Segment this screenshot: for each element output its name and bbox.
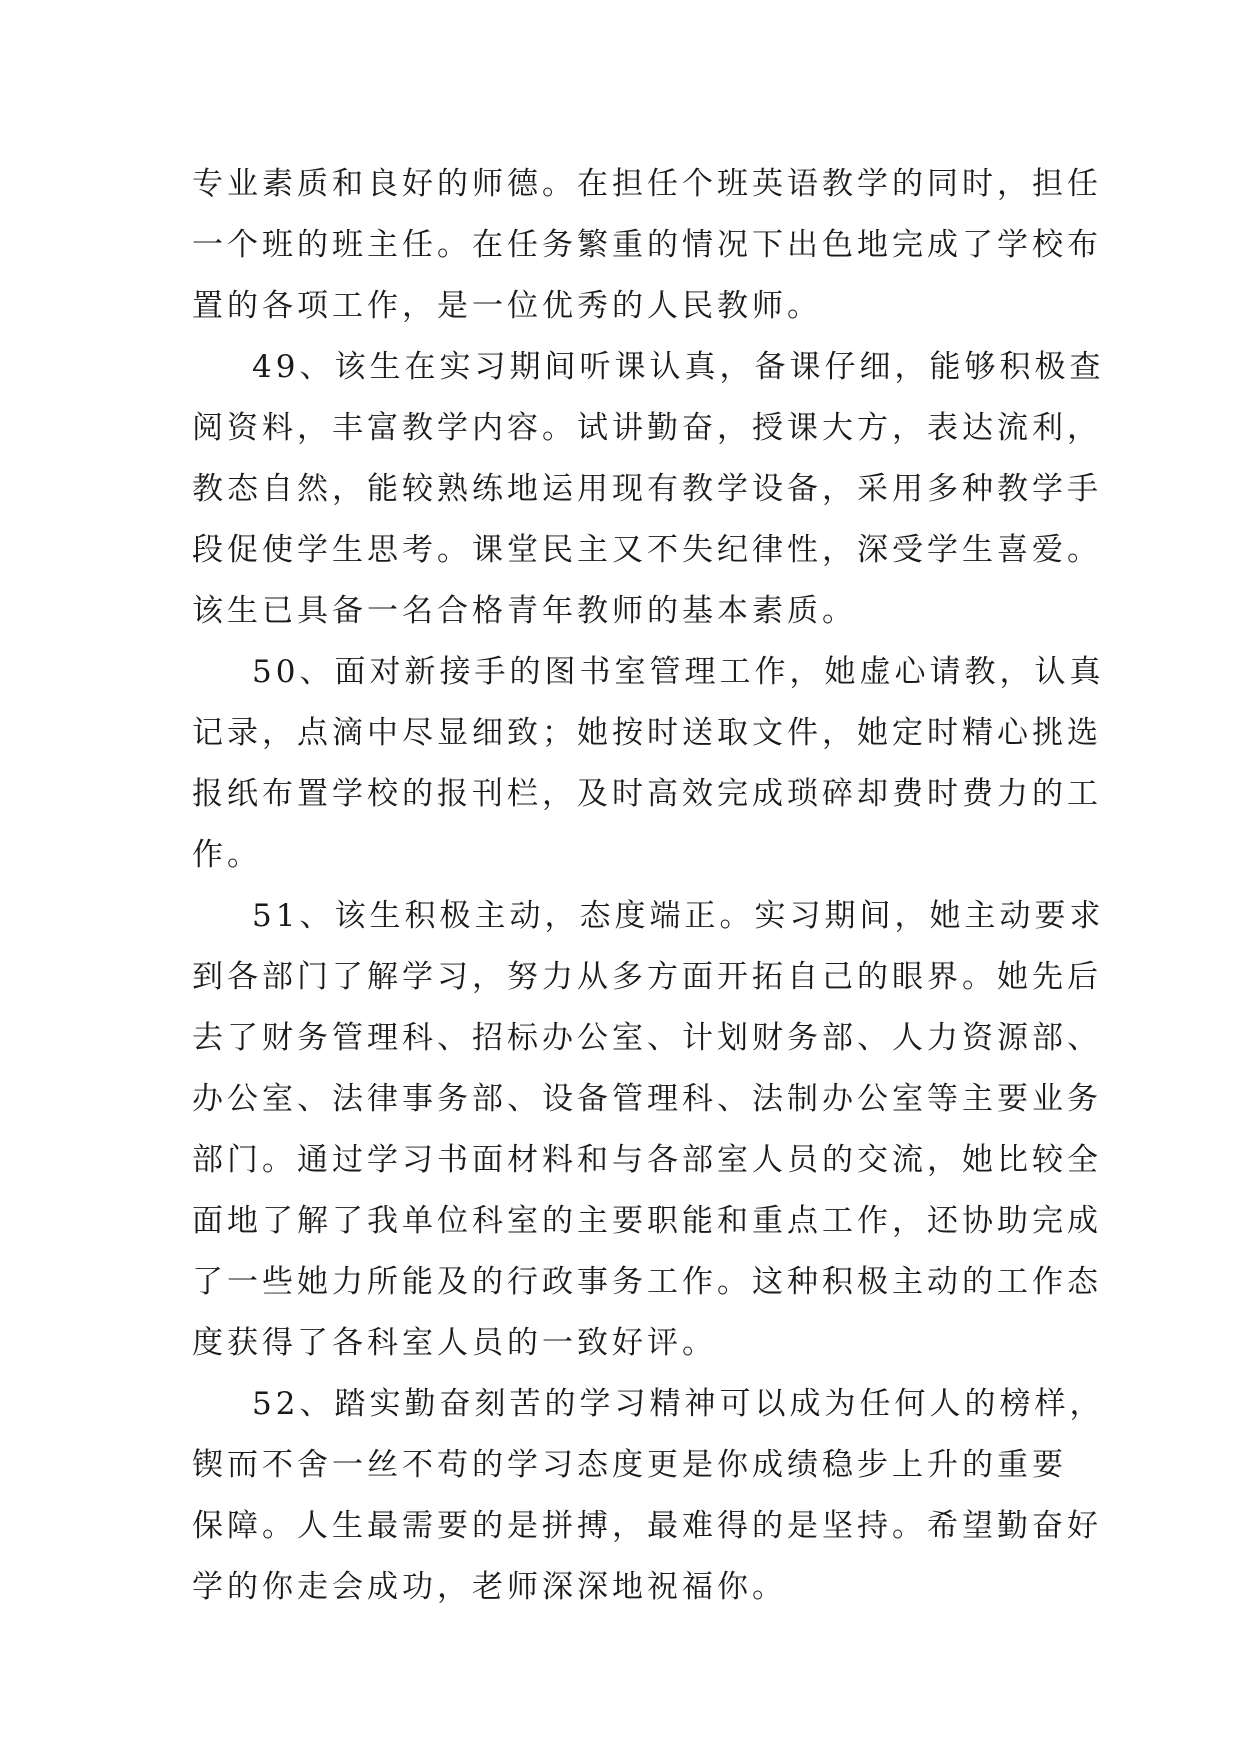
text-line: 该生已具备一名合格青年教师的基本素质。: [192, 593, 857, 629]
text-line: 锲而不舍一丝不苟的学习态度更是你成绩稳步上升的重要: [192, 1447, 1067, 1483]
text-line: 段促使学生思考。课堂民主又不失纪律性，深受学生喜爱。: [192, 532, 1102, 568]
paragraph-49: [192, 337, 1105, 642]
text-line: 阅资料，丰富教学内容。试讲勤奋，授课大方，表达流利，: [192, 410, 1102, 446]
text-line: 办公室、法律事务部、设备管理科、法制办公室等主要业务: [192, 1081, 1102, 1117]
text-line: 50、面对新接手的图书室管理工作，她虚心请教，认真: [252, 654, 1105, 690]
paragraph-52: [192, 1374, 1105, 1618]
text-line: 保障。人生最需要的是拼搏，最难得的是坚持。希望勤奋好: [192, 1508, 1102, 1544]
paragraph-50: [192, 642, 1105, 886]
paragraph-continuation: [192, 154, 1102, 337]
text-line: 到各部门了解学习，努力从多方面开拓自己的眼界。她先后: [192, 959, 1102, 995]
text-line: 部门。通过学习书面材料和与各部室人员的交流，她比较全: [192, 1142, 1102, 1178]
text-line: 教态自然，能较熟练地运用现有教学设备，采用多种教学手: [192, 471, 1102, 507]
text-line: 置的各项工作，是一位优秀的人民教师。: [192, 288, 822, 324]
text-line: 作。: [192, 837, 262, 873]
text-line: 了一些她力所能及的行政事务工作。这种积极主动的工作态: [192, 1264, 1102, 1300]
text-line: 去了财务管理科、招标办公室、计划财务部、人力资源部、: [192, 1020, 1102, 1056]
text-line: 一个班的班主任。在任务繁重的情况下出色地完成了学校布: [192, 227, 1102, 263]
text-line: 记录，点滴中尽显细致；她按时送取文件，她定时精心挑选: [192, 715, 1102, 751]
text-line: 49、该生在实习期间听课认真，备课仔细，能够积极查: [252, 349, 1105, 385]
text-line: 专业素质和良好的师德。在担任个班英语教学的同时，担任: [192, 166, 1102, 202]
text-line: 51、该生积极主动，态度端正。实习期间，她主动要求: [252, 898, 1105, 934]
text-line: 52、踏实勤奋刻苦的学习精神可以成为任何人的榜样，: [252, 1386, 1105, 1422]
paragraph-51: [192, 886, 1105, 1374]
document-body: [192, 154, 1105, 1618]
text-line: 度获得了各科室人员的一致好评。: [192, 1325, 717, 1361]
text-line: 面地了解了我单位科室的主要职能和重点工作，还协助完成: [192, 1203, 1102, 1239]
text-line: 学的你走会成功，老师深深地祝福你。: [192, 1569, 787, 1605]
text-line: 报纸布置学校的报刊栏，及时高效完成琐碎却费时费力的工: [192, 776, 1102, 812]
